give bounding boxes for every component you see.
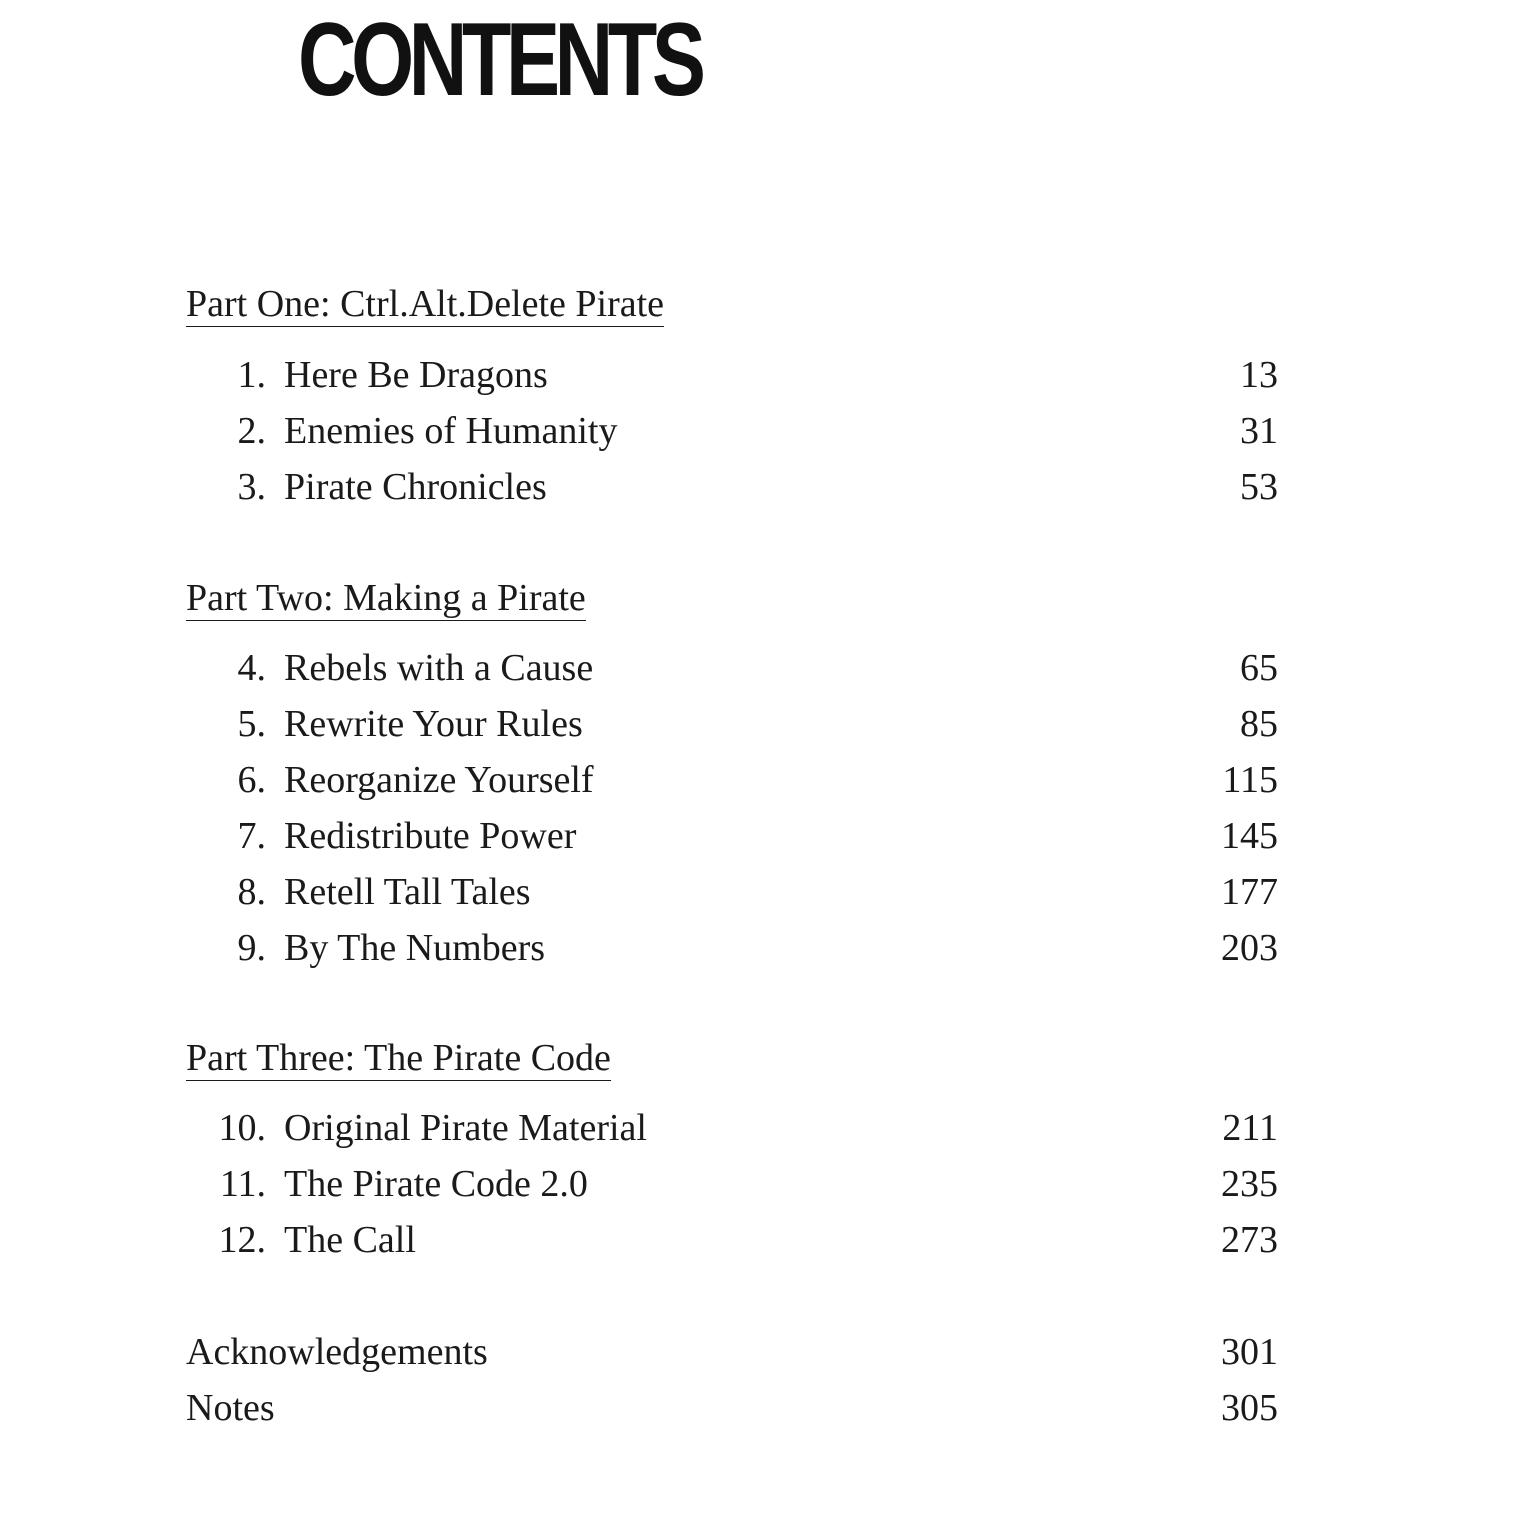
toc-entry-chapter-12[interactable] xyxy=(0,1216,1528,1264)
chapter-title: Rewrite Your Rules xyxy=(284,703,583,745)
toc-entry-chapter-7[interactable] xyxy=(0,812,1528,860)
page-number: 273 xyxy=(1221,1219,1278,1261)
chapter-number: 4. xyxy=(237,647,266,689)
page-number: 53 xyxy=(1240,466,1278,508)
part-one-heading[interactable]: Part One: Ctrl.Alt.Delete Pirate xyxy=(186,283,665,325)
chapter-number: 3. xyxy=(237,466,266,508)
chapter-number: 12. xyxy=(218,1219,266,1261)
toc-entry-chapter-8[interactable] xyxy=(0,868,1528,916)
chapter-number: 1. xyxy=(237,354,266,396)
toc-entry-acknowledgements[interactable] xyxy=(0,1328,1528,1376)
chapter-number: 6. xyxy=(237,759,266,801)
toc-entry-chapter-1[interactable] xyxy=(0,351,1528,399)
chapter-number: 8. xyxy=(237,871,266,913)
page-title: CONTENTS xyxy=(298,2,701,118)
page-number: 115 xyxy=(1222,759,1278,801)
chapter-title: By The Numbers xyxy=(284,927,546,969)
chapter-number: 2. xyxy=(237,410,266,452)
page-number: 31 xyxy=(1240,410,1278,452)
page-number: 305 xyxy=(1221,1387,1278,1429)
chapter-title: Retell Tall Tales xyxy=(284,871,531,913)
toc-entry-chapter-4[interactable] xyxy=(0,644,1528,692)
toc-entry-chapter-9[interactable] xyxy=(0,924,1528,972)
chapter-title: The Call xyxy=(284,1219,416,1261)
toc-entry-chapter-2[interactable] xyxy=(0,407,1528,455)
page-number: 13 xyxy=(1240,354,1278,396)
page-number: 211 xyxy=(1222,1107,1278,1149)
chapter-number: 5. xyxy=(237,703,266,745)
chapter-number: 11. xyxy=(219,1163,266,1205)
back-matter-title: Notes xyxy=(186,1387,275,1429)
page-number: 203 xyxy=(1221,927,1278,969)
page-number: 235 xyxy=(1221,1163,1278,1205)
page-number: 85 xyxy=(1240,703,1278,745)
chapter-title: The Pirate Code 2.0 xyxy=(284,1163,588,1205)
chapter-number: 9. xyxy=(237,927,266,969)
toc-entry-chapter-10[interactable] xyxy=(0,1104,1528,1152)
page-number: 177 xyxy=(1221,871,1278,913)
chapter-title: Reorganize Yourself xyxy=(284,759,594,801)
toc-entry-chapter-3[interactable] xyxy=(0,463,1528,511)
part-two-heading[interactable]: Part Two: Making a Pirate xyxy=(186,577,586,619)
chapter-title: Pirate Chronicles xyxy=(284,466,547,508)
part-three-heading[interactable]: Part Three: The Pirate Code xyxy=(186,1037,611,1079)
page-number: 301 xyxy=(1221,1331,1278,1373)
chapter-number: 10. xyxy=(218,1107,266,1149)
toc-entry-chapter-6[interactable] xyxy=(0,756,1528,804)
page-number: 145 xyxy=(1221,815,1278,857)
toc-entry-chapter-5[interactable] xyxy=(0,700,1528,748)
chapter-title: Enemies of Humanity xyxy=(284,410,618,452)
back-matter-title: Acknowledgements xyxy=(186,1331,488,1373)
chapter-title: Here Be Dragons xyxy=(284,354,548,396)
chapter-title: Redistribute Power xyxy=(284,815,577,857)
toc-entry-chapter-11[interactable] xyxy=(0,1160,1528,1208)
chapter-title: Original Pirate Material xyxy=(284,1107,647,1149)
chapter-title: Rebels with a Cause xyxy=(284,647,594,689)
toc-entry-notes[interactable] xyxy=(0,1384,1528,1432)
page-number: 65 xyxy=(1240,647,1278,689)
chapter-number: 7. xyxy=(237,815,266,857)
